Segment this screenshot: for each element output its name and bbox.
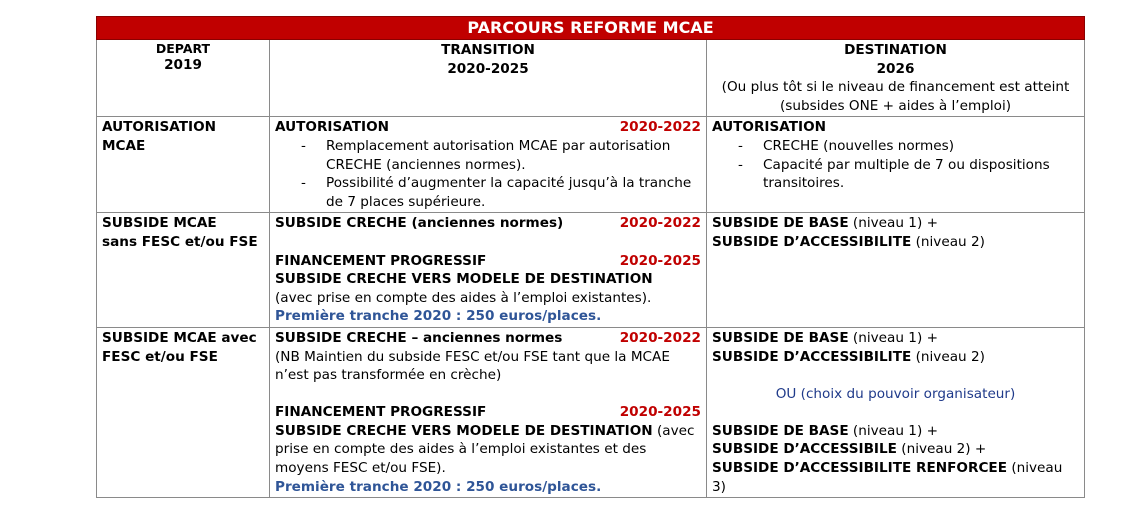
header-destination (707, 40, 1085, 117)
row1-transition (270, 117, 707, 213)
list-item: - Capacité par multiple de 7 ou dispositions transitoires. (738, 156, 1050, 192)
transition-years: 2020-2025 (447, 60, 529, 77)
row3-tranche: Première tranche 2020 : 250 euros/places. (275, 478, 602, 495)
list-item: - Possibilité d’augmenter la capacité jusqu’à la tranche de 7 places supérieure. (301, 175, 692, 210)
row2-destination: SUBSIDE DE BASE (niveau 1) + SUBSIDE D’ACCESSIBILITE (niveau 2) (707, 213, 1085, 328)
depart-year: 2019 (164, 57, 202, 73)
table-row (97, 117, 1085, 213)
destination-year: 2026 (876, 60, 915, 77)
row3-transition: SUBSIDE CRECHE – anciennes normes 2020-2022 (NB Maintien du subside FESC et/ou FSE tant que la MCAE n’est pas transformée en crèche) FINANCEMENT PROGRESSIF 2020-2025 SUBSIDE CRECHE VERS MODELE DE DESTINATION (avec prise en compte des aides à l’emploi existantes et des moyens FESC et/ou FSE). Première tranche 2020 : 250 euros/places. (270, 327, 707, 497)
header-depart (97, 40, 270, 117)
list-item: - CRECHE (nouvelles normes) (738, 137, 955, 154)
row1-depart: AUTORISATION MCAE (97, 117, 270, 213)
table-row (97, 327, 1085, 497)
row2-tranche: Première tranche 2020 : 250 euros/places. (275, 308, 602, 325)
table-title: PARCOURS REFORME MCAE (97, 17, 1085, 40)
reform-table (96, 16, 1085, 498)
row1-destination (707, 117, 1085, 213)
destination-label: DESTINATION (844, 42, 947, 58)
row3-depart: SUBSIDE MCAE avec FESC et/ou FSE (97, 327, 270, 497)
row2-transition: SUBSIDE CRECHE (anciennes normes) 2020-2022 FINANCEMENT PROGRESSIF 2020-2025 SUBSIDE CRECHE VERS MODELE DE DESTINATION (avec prise en compte des aides à l’emploi existantes). Première tranche 2020 : 250 euros/places. (270, 213, 707, 328)
transition-label: TRANSITION (441, 42, 535, 58)
row1-trans-year: 2020-2022 (619, 119, 701, 136)
row1-dest-title: AUTORISATION (712, 119, 827, 136)
header-transition (270, 40, 707, 117)
row1-trans-title: AUTORISATION (275, 119, 390, 136)
table-row (97, 213, 1085, 328)
list-item: - Remplacement autorisation MCAE par autorisation CRECHE (anciennes normes). (301, 137, 671, 173)
row3-destination: SUBSIDE DE BASE (niveau 1) + SUBSIDE D’ACCESSIBILITE (niveau 2) OU (choix du pouvoir organisateur) SUBSIDE DE BASE (niveau 1) + SUBSIDE D’ACCESSIBILE (niveau 2) + SUBSIDE D’ACCESSIBILITE RENFORCEE (niveau 3) (707, 327, 1085, 497)
destination-note: (Ou plus tôt si le niveau de financement est atteint (subsides ONE + aides à l’emploi) (721, 79, 1070, 114)
row2-depart: SUBSIDE MCAE sans FESC et/ou FSE (97, 213, 270, 328)
depart-label: DEPART (155, 41, 211, 56)
row3-ou: OU (choix du pouvoir organisateur) (775, 385, 1016, 402)
